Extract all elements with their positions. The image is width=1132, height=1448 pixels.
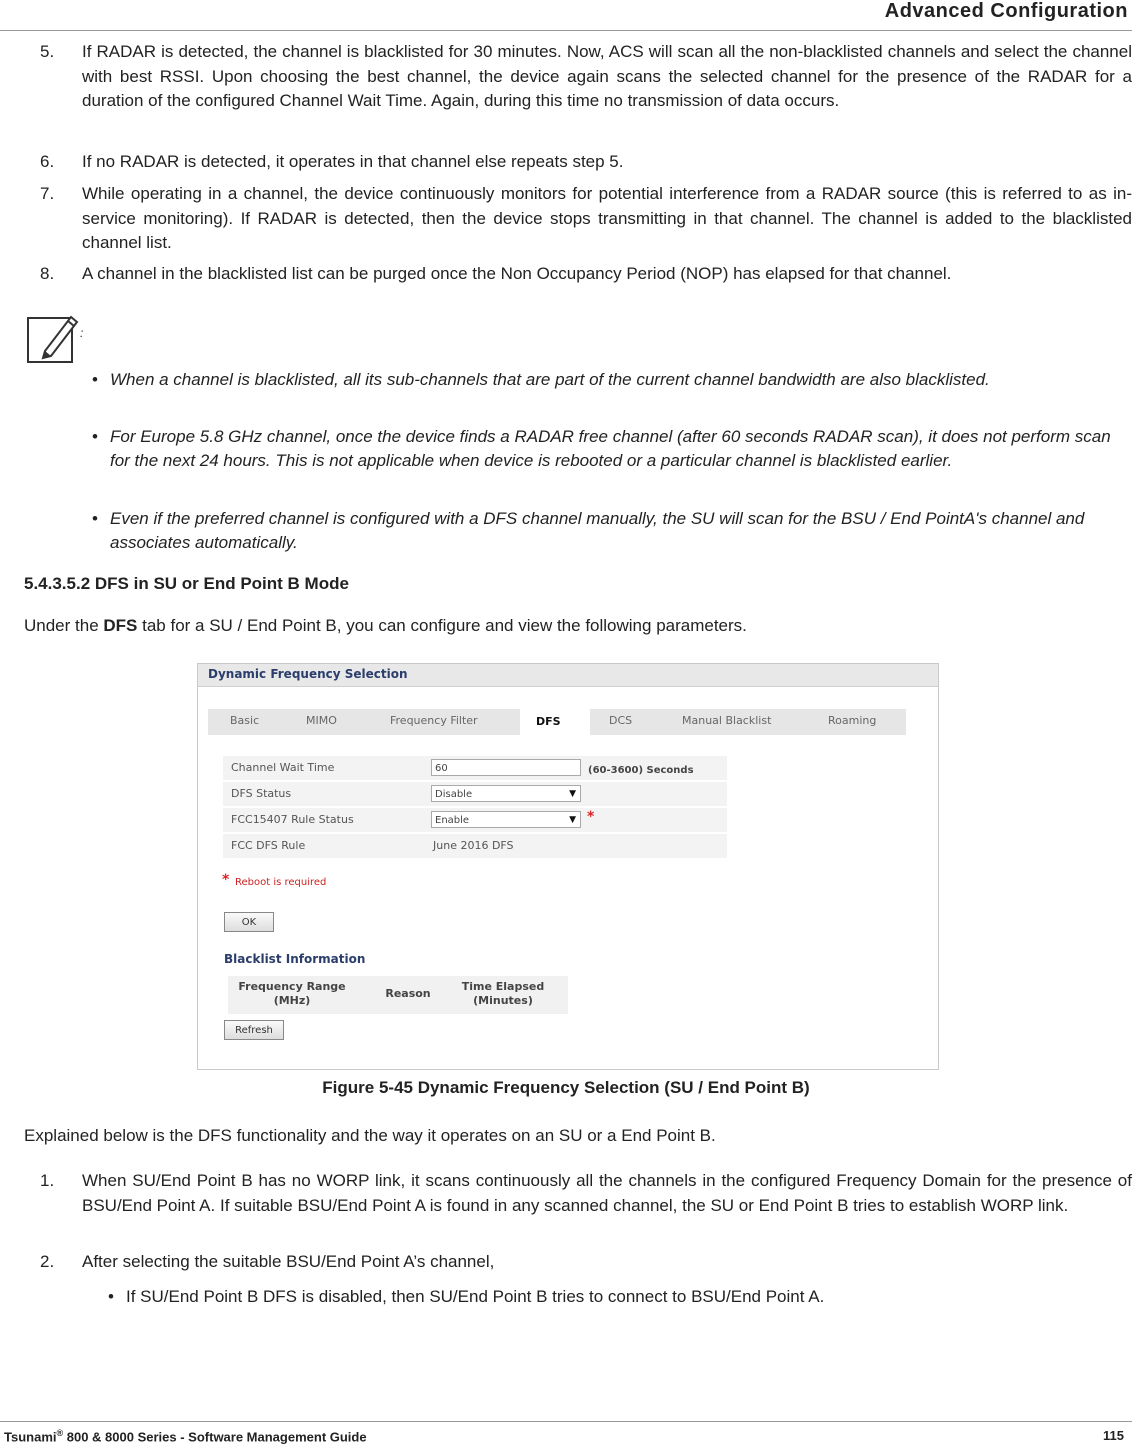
- note-item: [92, 425, 1132, 473]
- fcc-dfs-rule-row: [223, 834, 727, 859]
- ok-button[interactable]: OK: [224, 912, 274, 932]
- panel-header: [198, 664, 938, 687]
- list-number: 8.: [40, 264, 55, 283]
- tab-dcs[interactable]: DCS: [609, 714, 633, 727]
- list-item: [40, 1169, 1132, 1218]
- sub-bullet-item: [108, 1285, 1128, 1309]
- note-text: When a channel is blacklisted, all its sub-channels that are part of the current channel bandwidth are also blacklisted.: [110, 370, 990, 389]
- footer-reg: ®: [56, 1428, 64, 1438]
- blacklist-title: Blacklist Information: [224, 952, 366, 966]
- list-number: 7.: [40, 184, 55, 203]
- channel-wait-time-input[interactable]: 60: [431, 759, 581, 776]
- note-colon: :: [80, 326, 84, 340]
- dropdown-arrow-icon: ▼: [569, 815, 576, 825]
- dropdown-arrow-icon: ▼: [569, 789, 576, 799]
- list-number: 5.: [40, 42, 55, 61]
- section-intro: [24, 614, 1130, 639]
- tab-bar: [208, 709, 906, 735]
- list-text: While operating in a channel, the device continuously monitors for potential interference from a RADAR source (this is referred to as in-service monitoring). If RADAR is detected, then the device stops transmitting in that channel. The channel is added to the blacklisted channel list.: [82, 184, 1132, 252]
- bullet: •: [92, 509, 98, 528]
- required-star: *: [587, 809, 595, 825]
- list-item: [40, 150, 1132, 175]
- col-frequency-range: Frequency Range (MHz): [238, 980, 346, 1007]
- page-footer: [0, 1421, 1132, 1448]
- bullet: •: [92, 370, 98, 389]
- refresh-button[interactable]: Refresh: [224, 1020, 284, 1040]
- sub-bullet-text: If SU/End Point B DFS is disabled, then SU/End Point B tries to connect to BSU/End Point A.: [126, 1287, 825, 1306]
- list-text: When SU/End Point B has no WORP link, it scans continuously all the channels in the configured Frequency Domain for the presence of BSU/End Point A. If suitable BSU/End Point A is found in any scanned channel, the SU or End Point B tries to establish WORP link.: [82, 1171, 1132, 1215]
- fcc-rule-status-select[interactable]: [431, 811, 581, 828]
- select-value: Enable: [435, 815, 470, 826]
- bullet: •: [92, 427, 98, 446]
- field-label: Channel Wait Time: [231, 761, 335, 774]
- required-star: *: [222, 872, 230, 888]
- dfs-status-select[interactable]: [431, 785, 581, 802]
- tab-manual-blacklist[interactable]: Manual Blacklist: [682, 714, 772, 727]
- bullet: •: [108, 1287, 114, 1306]
- select-value: Disable: [435, 789, 473, 800]
- note-pencil-icon: [27, 311, 79, 363]
- blacklist-table-header: [228, 976, 568, 1014]
- chapter-title: Advanced Configuration: [884, 0, 1128, 22]
- list-item: [40, 40, 1132, 114]
- list-number: 1.: [40, 1171, 55, 1190]
- list-number: 6.: [40, 152, 55, 171]
- section-heading: 5.4.3.5.2 DFS in SU or End Point B Mode: [24, 574, 349, 593]
- figure-caption: Figure 5-45 Dynamic Frequency Selection (SU / End Point B): [322, 1078, 810, 1097]
- tab-basic[interactable]: Basic: [230, 714, 260, 727]
- list-text: After selecting the suitable BSU/End Point A’s channel,: [82, 1252, 495, 1271]
- tab-dfs[interactable]: DFS: [536, 715, 561, 728]
- note-text: Even if the preferred channel is configured with a DFS channel manually, the SU will scan for the BSU / End PointA's channel and associates automatically.: [110, 509, 1085, 552]
- list-text: A channel in the blacklisted list can be purged once the Non Occupancy Period (NOP) has elapsed for that channel.: [82, 264, 952, 283]
- dfs-screenshot: [197, 663, 939, 1070]
- tab-mimo[interactable]: MIMO: [306, 714, 337, 727]
- list-number: 2.: [40, 1252, 55, 1271]
- field-label: DFS Status: [231, 787, 292, 800]
- note-item: [92, 368, 1132, 392]
- list-item: [40, 182, 1132, 256]
- page-number: 115: [1103, 1428, 1124, 1443]
- list-item: [40, 262, 1132, 287]
- explained-paragraph: Explained below is the DFS functionality and the way it operates on an SU or a End Point B.: [24, 1126, 716, 1145]
- field-value: June 2016 DFS: [433, 839, 514, 852]
- list-text: If no RADAR is detected, it operates in that channel else repeats step 5.: [82, 152, 624, 171]
- col-reason: Reason: [385, 987, 431, 1000]
- footer-rest: 800 & 8000 Series - Software Management Guide: [63, 1429, 367, 1445]
- footer-title: [4, 1428, 367, 1444]
- reboot-note: Reboot is required: [235, 877, 327, 888]
- list-text: If RADAR is detected, the channel is blacklisted for 30 minutes. Now, ACS will scan all the non-blacklisted channels and select the channel with best RSSI. Upon choosing the best channel, the device again scans the selected channel for the presence of the RADAR for a duration of the configured Channel Wait Time. Again, during this time no transmission of data occurs.: [82, 42, 1132, 110]
- field-label: FCC15407 Rule Status: [231, 813, 354, 826]
- col-time-elapsed: Time Elapsed (Minutes): [461, 980, 545, 1007]
- footer-product: Tsunami: [4, 1429, 57, 1445]
- note-text: For Europe 5.8 GHz channel, once the device finds a RADAR free channel (after 60 seconds RADAR scan), it does not perform scan for the next 24 hours. This is not applicable when device is rebooted or a particular channel is blacklisted earlier.: [110, 427, 1111, 470]
- list-item: [40, 1250, 1132, 1275]
- tab-frequency-filter[interactable]: Frequency Filter: [390, 714, 478, 727]
- panel-title: Dynamic Frequency Selection: [208, 667, 408, 681]
- note-item: [92, 507, 1132, 555]
- intro-text-end: tab for a SU / End Point B, you can configure and view the following parameters.: [137, 616, 747, 635]
- tab-roaming[interactable]: Roaming: [828, 714, 877, 727]
- page-header: [0, 0, 1132, 31]
- intro-bold: DFS: [103, 616, 138, 635]
- intro-text: Under the: [24, 616, 104, 635]
- field-label: FCC DFS Rule: [231, 839, 306, 852]
- channel-wait-time-units: (60-3600) Seconds: [588, 765, 694, 776]
